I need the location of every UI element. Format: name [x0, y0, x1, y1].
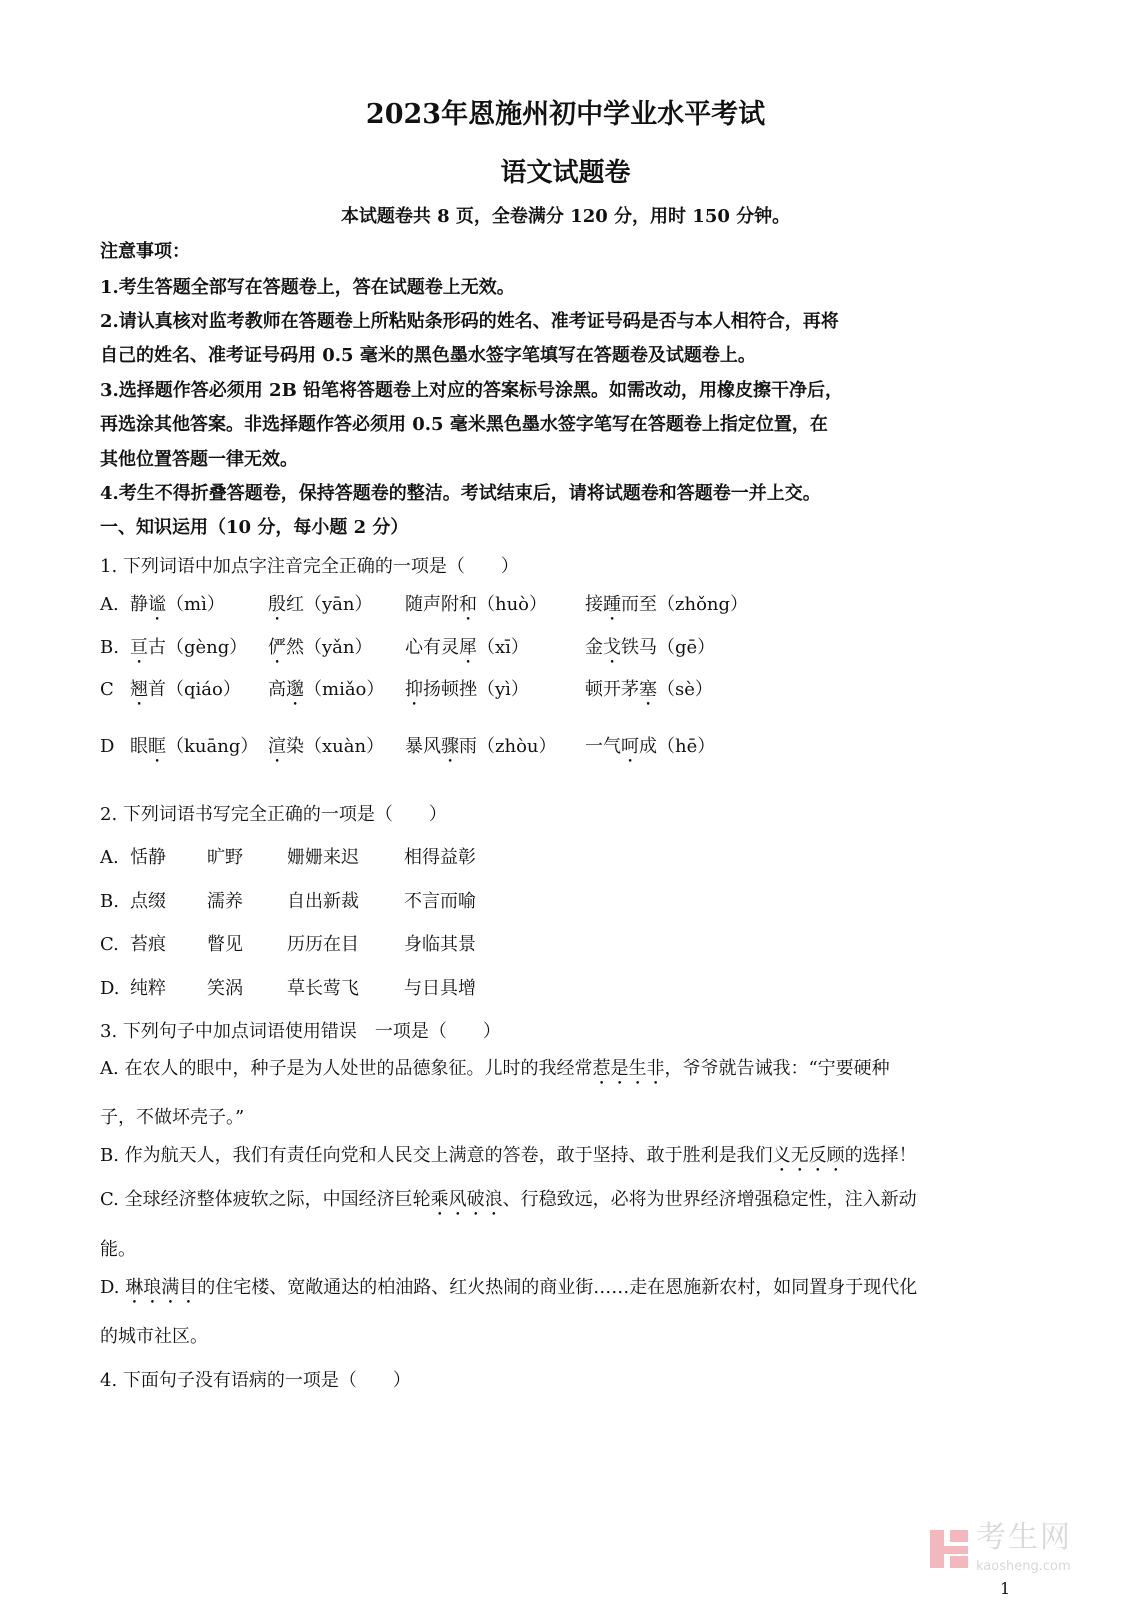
- dotted-char: 和: [459, 594, 477, 615]
- dotted-char: 塞: [639, 679, 657, 700]
- option-word: 恬静: [130, 847, 166, 868]
- text: 首（qiáo）: [148, 679, 241, 700]
- option-item: [405, 735, 557, 767]
- text: 静: [130, 594, 148, 615]
- text: 暴风: [405, 736, 441, 757]
- dotted-char: 犀: [459, 637, 477, 658]
- option-item: [585, 678, 713, 710]
- text: 的住宅楼、宽敞通达的柏油路、红火热闹的商业街……走在恩施新农村，如同置身于现代化: [197, 1277, 918, 1298]
- option-label: B.: [100, 891, 119, 912]
- text: 成（hē）: [639, 736, 716, 757]
- question-2-option: [100, 977, 700, 1001]
- text: 眼: [130, 736, 148, 757]
- option-label: A.: [100, 847, 119, 868]
- question-1-stem: 1. 下列词语中加点字注音完全正确的一项是（ ）: [100, 556, 519, 577]
- text: （xī）: [477, 637, 529, 658]
- page-title: 2023年恩施州初中学业水平考试: [365, 99, 766, 130]
- text: 高: [268, 679, 286, 700]
- question-3-stem: 3. 下列句子中加点词语使用错误 一项是（ ）: [100, 1021, 501, 1042]
- option-word: 笑涡: [207, 978, 243, 999]
- question-1-option: [100, 735, 1000, 759]
- text: （kuāng）: [166, 736, 259, 757]
- question-3-option-d-cont: 的城市社区。: [100, 1326, 208, 1347]
- text: 金: [585, 637, 603, 658]
- option-word: 点缀: [130, 891, 166, 912]
- text: 顿开茅: [585, 679, 639, 700]
- option-item: [268, 735, 384, 767]
- option-item: [268, 593, 373, 625]
- watermark-logo: [930, 1522, 1100, 1576]
- option-word: 姗姗来迟: [287, 847, 359, 868]
- watermark-text: 考生网: [976, 1520, 1072, 1555]
- notice-heading: 注意事项：: [100, 241, 190, 262]
- dotted-char: 骤: [441, 736, 459, 757]
- text: （huò）: [477, 594, 548, 615]
- option-word: 旷野: [207, 847, 243, 868]
- option-item: [585, 636, 715, 668]
- option-label: D: [100, 736, 115, 757]
- question-2-option: [100, 890, 700, 914]
- text: 红（yān）: [286, 594, 373, 615]
- option-item: [405, 678, 529, 710]
- dotted-char: 翘: [130, 679, 148, 700]
- option-label: D.: [100, 978, 120, 999]
- option-label: A.: [100, 594, 119, 615]
- dotted-char: 呵: [621, 736, 639, 757]
- option-word: 苔痕: [130, 934, 166, 955]
- dotted-char: 亘: [130, 637, 148, 658]
- option-word: 相得益彰: [404, 847, 476, 868]
- dotted-phrase: 琳琅满目: [125, 1277, 198, 1298]
- notice-line: 其他位置答题一律无效。: [100, 449, 298, 470]
- option-word: 身临其景: [404, 934, 476, 955]
- notice-line: 自己的姓名、准考证号码用 0.5 毫米的黑色墨水签字笔填写在答题卷及试题卷上。: [100, 345, 756, 366]
- option-label: B.: [100, 637, 119, 658]
- dotted-char: 俨: [268, 637, 286, 658]
- dotted-char: 踵: [603, 594, 621, 615]
- text: 染（xuàn）: [286, 736, 385, 757]
- dotted-char: 殷: [268, 594, 286, 615]
- question-1-option: [100, 593, 1000, 617]
- text: 接: [585, 594, 603, 615]
- notice-line: 4.考生不得折叠答题卷，保持答题卷的整洁。考试结束后，请将试题卷和答题卷一并上交。: [100, 483, 821, 504]
- question-3-option-b: [100, 1144, 917, 1176]
- option-item: [130, 735, 258, 767]
- text: 而至（zhǒng）: [621, 594, 749, 615]
- text: 古（gèng）: [148, 637, 248, 658]
- dotted-char: 谧: [148, 594, 166, 615]
- option-word: 历历在目: [287, 934, 359, 955]
- question-3-option-c: [100, 1188, 917, 1220]
- question-3-option-c-cont: 能。: [100, 1239, 136, 1260]
- question-1-option: [100, 678, 1000, 702]
- option-label: C.: [100, 934, 119, 955]
- dotted-char: 邈: [286, 679, 304, 700]
- dotted-phrase: 义无反顾: [772, 1145, 845, 1166]
- option-word: 与日具增: [404, 978, 476, 999]
- text: B. 作为航天人，我们有责任向党和人民交上满意的答卷，敢于坚持、敢于胜利是我们: [100, 1145, 773, 1166]
- text: A. 在农人的眼中，种子是为人处世的品德象征。儿时的我经常: [100, 1058, 593, 1079]
- text: 一气: [585, 736, 621, 757]
- option-word: 自出新裁: [287, 891, 359, 912]
- notice-line: 再选涂其他答案。非选择题作答必须用 0.5 毫米黑色墨水签字笔写在答题卷上指定位置，在: [100, 414, 828, 435]
- text: 的选择！: [844, 1145, 917, 1166]
- question-3-option-a: [100, 1057, 890, 1089]
- question-2-option: [100, 846, 700, 870]
- text: （miǎo）: [304, 679, 385, 700]
- option-word: 濡养: [207, 891, 243, 912]
- option-item: [130, 678, 241, 710]
- dotted-phrase: 惹是生非: [592, 1058, 665, 1079]
- text: C. 全球经济整体疲软之际，中国经济巨轮: [100, 1189, 431, 1210]
- option-label: C: [100, 679, 114, 700]
- watermark-domain: kaosheng.com: [976, 1559, 1071, 1574]
- option-word: 纯粹: [130, 978, 166, 999]
- dotted-phrase: 乘风破浪: [430, 1189, 503, 1210]
- text: 然（yǎn）: [286, 637, 373, 658]
- option-item: [405, 636, 529, 668]
- dotted-char: 渲: [268, 736, 286, 757]
- text: （sè）: [657, 679, 713, 700]
- text: 雨（zhòu）: [459, 736, 557, 757]
- text: 扬顿挫（yì）: [423, 679, 529, 700]
- dotted-char: 眶: [148, 736, 166, 757]
- question-2-option: [100, 933, 700, 957]
- option-word: 草长莺飞: [287, 978, 359, 999]
- option-item: [130, 636, 247, 668]
- kaosheng-logo-icon: [930, 1522, 974, 1576]
- page-number: 1: [1000, 1579, 1011, 1598]
- notice-line: 2.请认真核对监考教师在答题卷上所粘贴条形码的姓名、准考证号码是否与本人相符合，再将: [100, 311, 839, 332]
- text: ，爷爷就告诫我：“宁要硬种: [664, 1058, 890, 1079]
- section-heading: 一、知识运用（10 分，每小题 2 分）: [100, 517, 409, 538]
- option-word: 不言而喻: [404, 891, 476, 912]
- text: 心有灵: [405, 637, 459, 658]
- question-3-option-d: [100, 1276, 917, 1308]
- option-item: [268, 636, 373, 668]
- option-word: 瞥见: [207, 934, 243, 955]
- question-1-option: [100, 636, 1000, 660]
- notice-line: 1.考生答题全部写在答题卷上，答在试题卷上无效。: [100, 277, 515, 298]
- exam-info: 本试题卷共 8 页，全卷满分 120 分，用时 150 分钟。: [340, 206, 791, 227]
- text: 铁马（gē）: [621, 637, 716, 658]
- notice-line: 3.选择题作答必须用 2B 铅笔将答题卷上对应的答案标号涂黑。如需改动，用橡皮擦干净后，: [100, 380, 844, 401]
- question-3-option-a-cont: 子，不做坏壳子。”: [100, 1107, 245, 1128]
- question-4-stem: 4. 下面句子没有语病的一项是（ ）: [100, 1370, 411, 1391]
- page-subtitle: 语文试题卷: [500, 158, 631, 188]
- option-item: [130, 593, 225, 625]
- text: 随声附: [405, 594, 459, 615]
- text: 、行稳致远，必将为世界经济增强稳定性，注入新动: [502, 1189, 917, 1210]
- text: D.: [100, 1277, 126, 1298]
- option-item: [585, 735, 715, 767]
- dotted-char: 抑: [405, 679, 423, 700]
- dotted-char: 戈: [603, 637, 621, 658]
- option-item: [405, 593, 547, 625]
- option-item: [585, 593, 748, 625]
- question-2-stem: 2. 下列词语书写完全正确的一项是（ ）: [100, 804, 447, 825]
- text: （mì）: [166, 594, 225, 615]
- option-item: [268, 678, 384, 710]
